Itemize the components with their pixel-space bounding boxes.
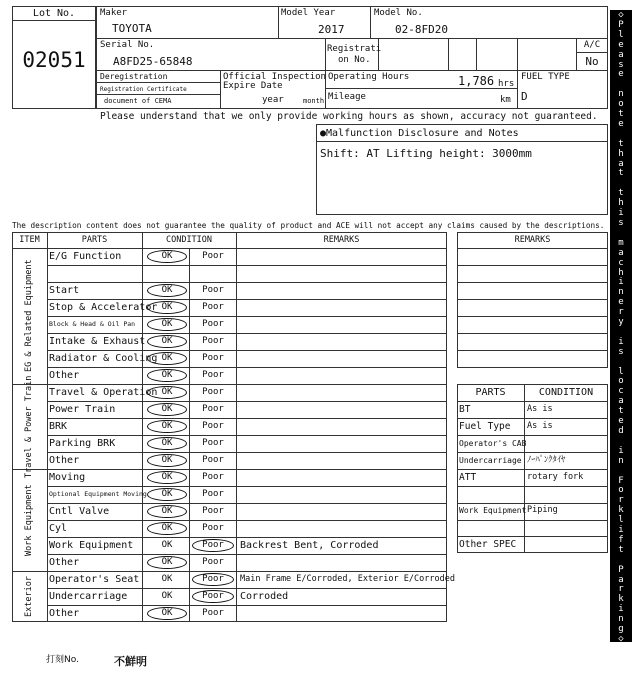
specs-row-line — [457, 452, 608, 453]
specs-row-line — [457, 401, 608, 402]
spec-part: BT — [459, 404, 471, 415]
header-condition: CONDITION — [165, 235, 213, 245]
sidebar-char: a — [618, 574, 624, 585]
part-label: Other — [49, 455, 80, 466]
sidebar-char: k — [618, 505, 624, 516]
part-label: Power Train — [49, 404, 116, 415]
sidebar-char: t — [618, 109, 624, 120]
sidebar-char: i — [618, 604, 624, 615]
row-line — [47, 418, 447, 419]
location-notice-sidebar — [610, 10, 632, 642]
ok-circled: OK — [147, 284, 187, 297]
row-line — [47, 537, 447, 538]
lot-number: 02051 — [22, 48, 86, 72]
sidebar-char: y — [618, 317, 624, 328]
part-label: Cyl — [49, 523, 68, 534]
operating-hours-label: Operating Hours — [328, 72, 410, 82]
row-line — [47, 299, 447, 300]
year-label: year — [262, 95, 284, 105]
sidebar-char: a — [618, 396, 624, 407]
sidebar-char: e — [618, 118, 624, 129]
sidebar-char: e — [618, 39, 624, 50]
poor-label: Poor — [202, 353, 224, 363]
header-parts: PARTS — [81, 235, 108, 245]
poor-label: Poor — [202, 302, 224, 312]
sidebar-char: ◇ — [618, 10, 624, 20]
row-line — [47, 282, 447, 283]
poor-label: Poor — [202, 506, 224, 516]
spec-part: Work Equipment — [459, 506, 527, 515]
sidebar-char: a — [618, 49, 624, 60]
remarks-header: REMARKS — [514, 235, 551, 245]
table-column-line — [47, 232, 48, 622]
part-label: Operator's Seat — [49, 574, 140, 585]
specs-row-line — [457, 435, 608, 436]
model-no-label: Model No. — [374, 8, 423, 18]
part-label: Stop & Accelerator — [49, 302, 158, 313]
ok-circled: OK — [147, 471, 187, 484]
ok-circled: OK — [147, 607, 187, 620]
specs-header-condition: CONDITION — [538, 387, 594, 398]
ac-label: A/C — [583, 40, 601, 50]
sidebar-char: k — [618, 594, 624, 605]
sidebar-char: r — [618, 495, 624, 506]
row-line — [47, 605, 447, 606]
sidebar-char: s — [618, 59, 624, 70]
row-line — [47, 435, 447, 436]
table-header-line — [12, 248, 447, 249]
sidebar-char: t — [618, 544, 624, 555]
row-line — [47, 333, 447, 334]
poor-label: Poor — [202, 285, 224, 295]
ok-circled: OK — [147, 386, 187, 399]
registration-certificate-label: Registration Certificate — [100, 86, 187, 93]
month-label: month — [303, 97, 325, 105]
ok-label: OK — [161, 591, 173, 601]
sidebar-char: s — [618, 346, 624, 357]
registration-label-2: on No. — [338, 55, 371, 65]
model-year-value: 2017 — [318, 23, 345, 36]
group-label: EG & Related Equipment — [24, 259, 34, 373]
sidebar-char: r — [618, 307, 624, 318]
row-line — [47, 367, 447, 368]
table-column-line — [236, 232, 237, 622]
sidebar-char: n — [618, 614, 624, 625]
part-label: BRK — [49, 421, 68, 432]
remarks-line — [457, 333, 608, 334]
spec-condition: As is — [527, 404, 553, 414]
sidebar-char: i — [618, 525, 624, 536]
maker-value: TOYOTA — [112, 22, 152, 35]
malfunction-text: Shift: AT Lifting height: 3000mm — [320, 147, 532, 160]
poor-label: Poor — [202, 557, 224, 567]
ok-circled: OK — [147, 454, 187, 467]
row-line — [47, 265, 447, 266]
sidebar-char: o — [618, 376, 624, 387]
sidebar-char: a — [618, 158, 624, 169]
header-remarks: REMARKS — [323, 235, 360, 245]
poor-label: Poor — [202, 489, 224, 499]
ok-circled: OK — [147, 437, 187, 450]
part-label: Intake & Exhaust — [49, 336, 146, 347]
sidebar-char: P — [618, 564, 624, 575]
part-label: Block & Head & Oil Pan — [49, 320, 136, 328]
lot-label: Lot No. — [32, 8, 76, 19]
hours-notice: Please understand that we only provide working hours as shown, accuracy not guaranteed. — [100, 111, 598, 122]
remarks-line — [457, 265, 608, 266]
model-no-value: 02-8FD20 — [395, 23, 448, 36]
spec-condition: As is — [527, 421, 553, 431]
sidebar-char: e — [618, 69, 624, 80]
cema-label: document of CEMA — [104, 97, 172, 105]
part-label: Undercarriage — [49, 591, 128, 602]
specs-sub-line — [457, 520, 524, 521]
specs-sub-line — [457, 503, 524, 504]
remarks-border — [457, 232, 608, 368]
mileage-label: Mileage — [328, 92, 366, 102]
spec-condition: Piping — [527, 505, 558, 515]
sidebar-char: c — [618, 257, 624, 268]
spec-part: Other SPEC — [459, 539, 517, 550]
group-label: Work Equipment — [24, 484, 34, 556]
poor-circled: Poor — [192, 573, 234, 586]
specs-header-parts: PARTS — [475, 387, 506, 398]
sidebar-char: a — [618, 247, 624, 258]
deregistration-label: Deregistration — [100, 72, 168, 81]
part-label: Work Equipment — [49, 540, 134, 551]
sidebar-char: d — [618, 426, 624, 436]
specs-row-line — [457, 536, 608, 537]
poor-label: Poor — [202, 251, 224, 261]
poor-label: Poor — [202, 438, 224, 448]
group-line — [12, 384, 447, 385]
poor-label: Poor — [202, 387, 224, 397]
sidebar-char: P — [618, 19, 624, 30]
sidebar-char: t — [618, 168, 624, 179]
part-label: Moving — [49, 472, 86, 483]
part-label: Start — [49, 285, 80, 296]
spec-part: Undercarriage — [459, 456, 522, 465]
spec-part: Operator's CAB — [459, 439, 527, 448]
row-line — [47, 316, 447, 317]
remark-text: Corroded — [240, 591, 289, 602]
sidebar-char: n — [618, 455, 624, 466]
table-column-line — [142, 232, 143, 622]
remarks-line — [457, 299, 608, 300]
poor-label: Poor — [202, 421, 224, 431]
spec-part: ATT — [459, 472, 477, 483]
ok-label: OK — [161, 574, 173, 584]
remarks-line — [457, 316, 608, 317]
sidebar-char: n — [618, 287, 624, 298]
ok-circled: OK — [147, 369, 187, 382]
ok-circled: OK — [147, 488, 187, 501]
sidebar-char: e — [618, 416, 624, 427]
ok-circled: OK — [147, 403, 187, 416]
poor-label: Poor — [202, 455, 224, 465]
maker-label: Maker — [100, 8, 128, 18]
sidebar-char: f — [618, 534, 624, 545]
poor-label: Poor — [202, 404, 224, 414]
part-label: Other — [49, 370, 80, 381]
spec-part: Fuel Type — [459, 421, 511, 432]
row-line — [47, 588, 447, 589]
part-label: Other — [49, 608, 80, 619]
poor-label: Poor — [202, 370, 224, 380]
ac-value: No — [585, 55, 599, 68]
sidebar-char: l — [618, 366, 624, 377]
spec-condition: rotary fork — [527, 472, 584, 482]
registration-label-1: Registrati — [327, 44, 382, 54]
ok-circled: OK — [147, 318, 187, 331]
sidebar-char: o — [618, 99, 624, 110]
poor-circled: Poor — [192, 539, 234, 552]
group-line — [12, 469, 447, 470]
sidebar-char: s — [618, 218, 624, 228]
row-line — [47, 520, 447, 521]
fuel-type-value: D — [521, 90, 528, 103]
part-label: Other — [49, 557, 80, 568]
poor-label: Poor — [202, 472, 224, 482]
model-year-label: Model Year — [281, 8, 336, 18]
sidebar-char: ◇ — [618, 634, 624, 644]
specs-row-line — [457, 486, 608, 487]
malfunction-title: ●Malfunction Disclosure and Notes — [320, 128, 519, 139]
ok-circled: OK — [147, 522, 187, 535]
sidebar-char: o — [618, 485, 624, 496]
row-line — [47, 554, 447, 555]
engraving-value: 不鮮明 — [114, 655, 147, 668]
serial-value: A8FD25-65848 — [113, 55, 193, 68]
sidebar-char: h — [618, 267, 624, 278]
ok-circled: OK — [147, 250, 187, 263]
specs-row-line — [457, 418, 608, 419]
spec-condition: ﾉｰﾊﾟﾝｸﾀｲﾔ — [527, 455, 566, 465]
sidebar-char: i — [618, 208, 624, 219]
sidebar-char: t — [618, 406, 624, 417]
serial-label: Serial No. — [100, 40, 155, 50]
inspection-label-2: Expire Date — [223, 81, 283, 91]
ok-circled: OK — [147, 352, 187, 365]
remarks-line — [457, 282, 608, 283]
part-label: E/G Function — [49, 251, 122, 262]
row-line — [47, 350, 447, 351]
sidebar-char: l — [618, 29, 624, 40]
sidebar-char: i — [618, 336, 624, 347]
row-line — [47, 503, 447, 504]
row-line — [47, 401, 447, 402]
ok-circled: OK — [147, 420, 187, 433]
ok-circled: OK — [147, 335, 187, 348]
sidebar-char: c — [618, 386, 624, 397]
sidebar-char: t — [618, 138, 624, 149]
disclaimer: The description content does not guarantee the quality of product and ACE will not accept any claims caused by the descriptions. — [12, 221, 605, 230]
poor-label: Poor — [202, 523, 224, 533]
remarks-line — [457, 248, 608, 249]
part-label: Cntl Valve — [49, 506, 110, 517]
engraving-label: 打刻No. — [46, 655, 79, 665]
row-line — [47, 452, 447, 453]
remark-text: Backrest Bent, Corroded — [240, 540, 379, 551]
operating-hours-value: 1,786 — [458, 74, 495, 88]
remark-text: Main Frame E/Corroded, Exterior E/Corroded — [240, 574, 455, 584]
sidebar-char: i — [618, 277, 624, 288]
header-item: ITEM — [19, 235, 40, 245]
group-label: Exterior — [24, 576, 34, 617]
fuel-type-label: FUEL TYPE — [521, 72, 570, 82]
ok-circled: OK — [147, 301, 187, 314]
ok-label: OK — [161, 540, 173, 550]
km-unit: km — [500, 95, 511, 105]
row-line — [47, 486, 447, 487]
poor-label: Poor — [202, 608, 224, 618]
poor-circled: Poor — [192, 590, 234, 603]
specs-sub-line — [524, 503, 608, 504]
sidebar-char: e — [618, 297, 624, 308]
poor-label: Poor — [202, 319, 224, 329]
group-line — [12, 571, 447, 572]
ok-circled: OK — [147, 556, 187, 569]
specs-sub-line — [524, 520, 608, 521]
sidebar-char: F — [618, 475, 624, 486]
group-label: Travel & Power Train — [24, 375, 34, 478]
specs-row-line — [457, 469, 608, 470]
sidebar-char: g — [618, 624, 624, 635]
sidebar-char: r — [618, 584, 624, 595]
sidebar-char: h — [618, 148, 624, 159]
part-label: Parking BRK — [49, 438, 116, 449]
sidebar-char: i — [618, 445, 624, 456]
inspection-label-1: Official Inspection — [223, 72, 326, 82]
part-label: Travel & Operation — [49, 387, 158, 398]
sidebar-char: n — [618, 89, 624, 100]
sidebar-char: m — [618, 237, 624, 248]
sidebar-char: t — [618, 188, 624, 199]
poor-label: Poor — [202, 336, 224, 346]
hrs-unit: hrs — [498, 79, 515, 89]
part-label: Optional Equipment Moving — [49, 490, 147, 498]
sidebar-char: h — [618, 198, 624, 209]
remarks-line — [457, 350, 608, 351]
ok-circled: OK — [147, 505, 187, 518]
sidebar-char: l — [618, 515, 624, 526]
part-label: Radiator & Cooling — [49, 353, 158, 364]
